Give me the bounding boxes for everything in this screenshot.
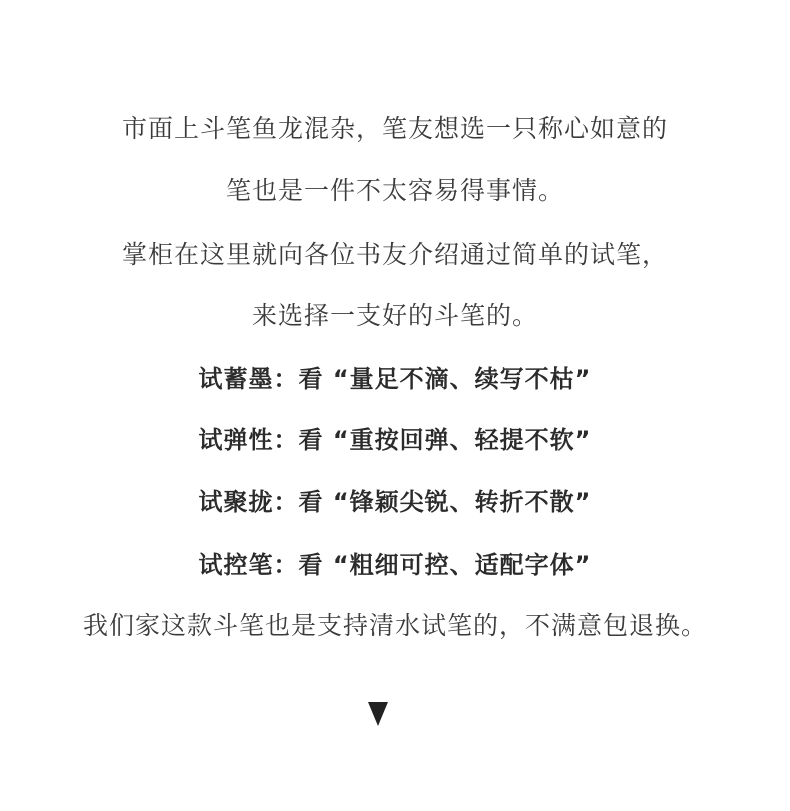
tip-elasticity: 试弹性：看 “重按回弹、轻提不软” <box>198 426 592 454</box>
triangle-down-icon <box>366 700 390 728</box>
intro-line-3: 掌柜在这里就向各位书友介绍通过简单的试笔， <box>121 240 668 269</box>
intro-line-1: 市面上斗笔鱼龙混杂，笔友想选一只称心如意的 <box>121 114 668 143</box>
tip-ink-capacity: 试蓄墨：看 “量足不滴、续写不枯” <box>198 365 592 393</box>
tip-tip-gathering: 试聚拢：看 “锋颖尖锐、转折不散” <box>198 488 592 516</box>
intro-line-4: 来选择一支好的斗笔的。 <box>251 301 538 330</box>
tip-control: 试控笔：看 “粗细可控、适配字体” <box>198 551 592 579</box>
return-policy-line: 我们家这款斗笔也是支持清水试笔的，不满意包退换。 <box>82 611 707 640</box>
intro-line-2: 笔也是一件不太容易得事情。 <box>225 176 564 205</box>
